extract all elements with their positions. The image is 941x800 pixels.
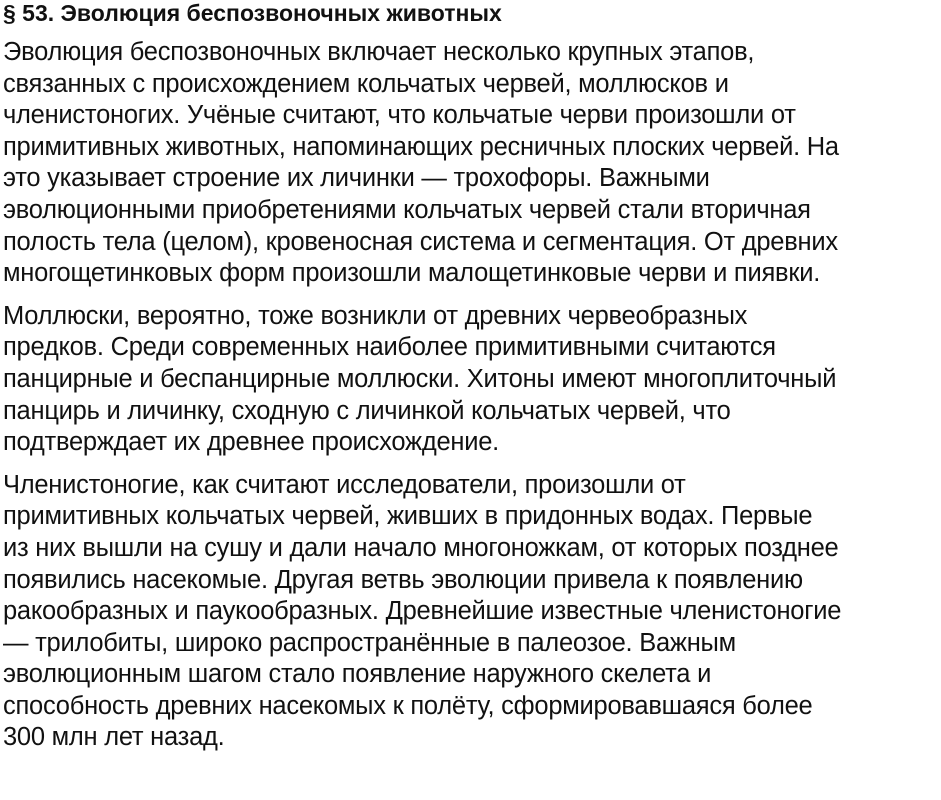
section-heading: § 53. Эволюция беспозвоночных животных (3, 0, 502, 26)
paragraph-arthropods: Членистоногие, как считают исследователи, произошли от примитивных кольчатых червей, живших в придонных водах. Первые из них вышли на сушу и дали начало многоножкам, от которых позднее появились насекомые. Другая ветвь эволюции привела к появлению ракообразных и паукообразных. Древнейшие известные членистоногие — трилобиты, широко распространённые в палеозое. Важным эволюционным шагом стало появление наружного скелета и способность древних насекомых к полёту, сформировавшаяся более 300 млн лет назад. (3, 470, 842, 752)
paragraph-molluscs: Моллюски, вероятно, тоже возникли от древних червеобразных предков. Среди современных наиболее примитивными считаются панцирные и беспанцирные моллюски. Хитоны имеют многоплиточный панцирь и личинку, сходную с личинкой кольчатых червей, что подтверждает их древнее происхождение. (3, 301, 837, 457)
document-page (3, 0, 939, 754)
paragraph-annelids: Эволюция беспозвоночных включает несколько крупных этапов, связанных с происхождением кольчатых червей, моллюсков и членистоногих. Учёные считают, что кольчатые черви произошли от примитивных животных, напоминающих ресничных плоских червей. На это указывает строение их личинки — трохофоры. Важными эволюционными приобретениями кольчатых червей стали вторичная полость тела (целом), кровеносная система и сегментация. От древних многощетинковых форм произошли малощетинковые черви и пиявки. (3, 38, 839, 288)
